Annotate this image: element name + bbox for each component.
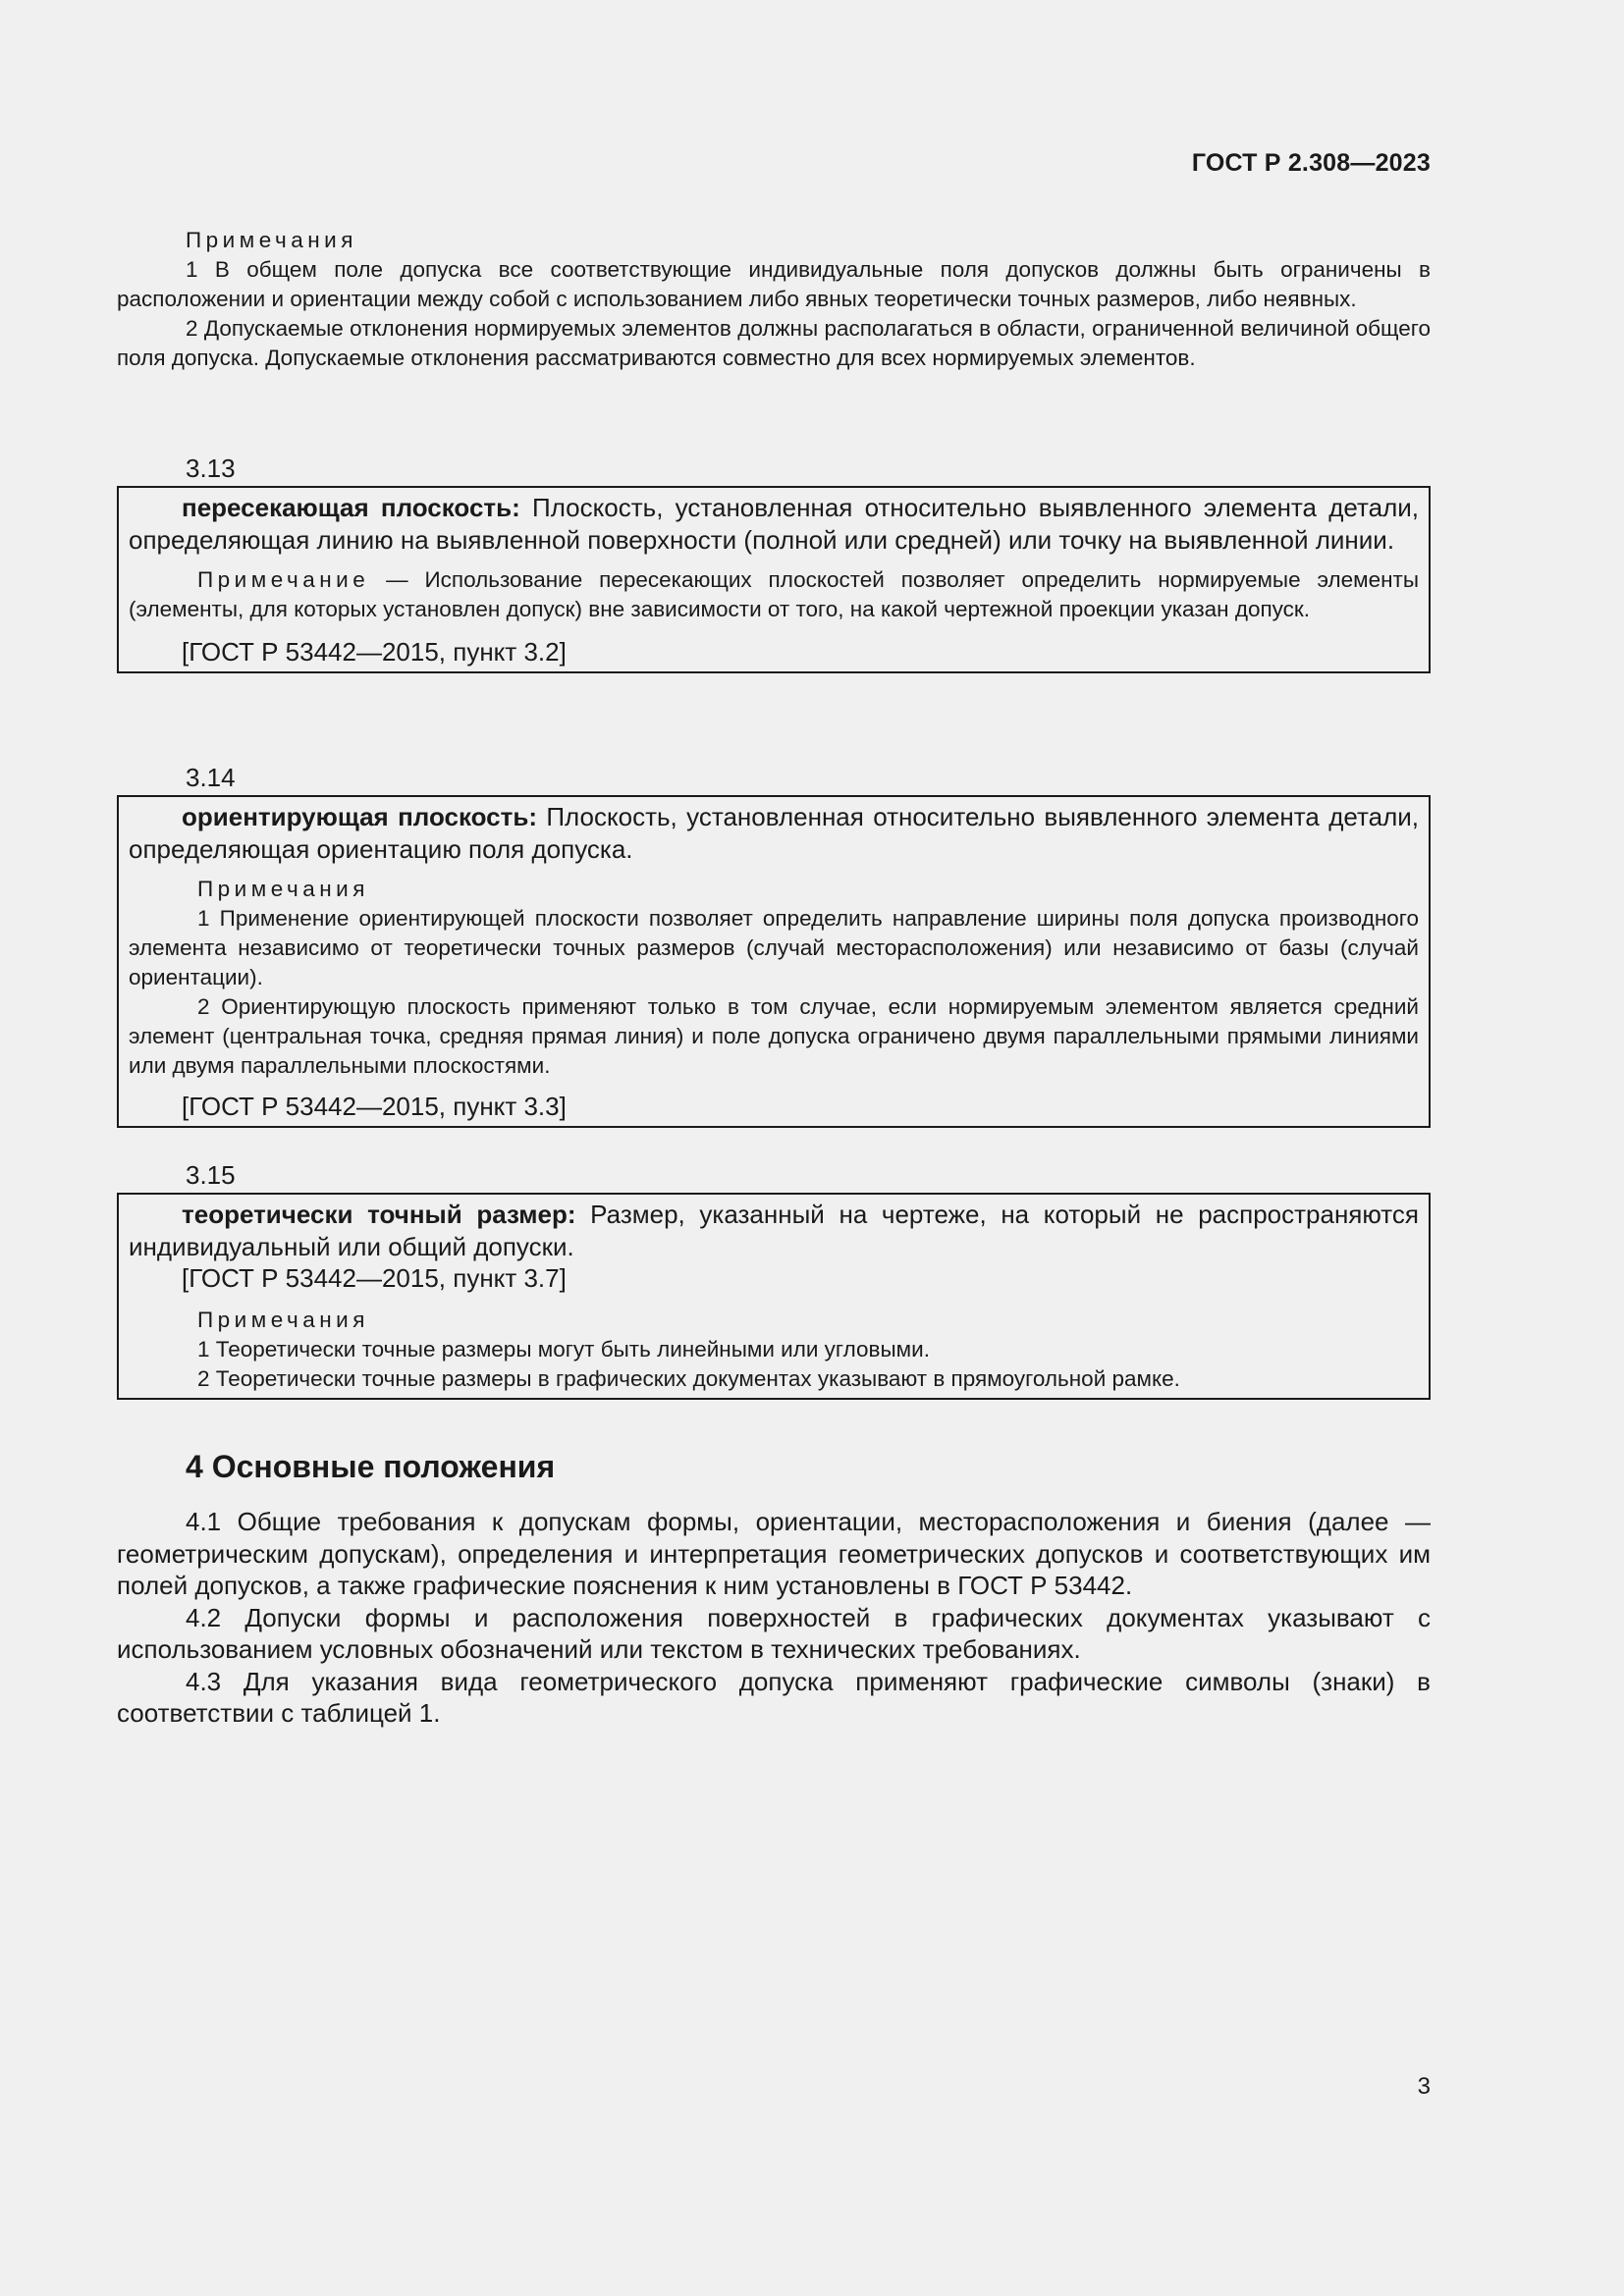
note-label: Примечание bbox=[197, 567, 370, 592]
term-name: теоретически точный размер: bbox=[182, 1200, 576, 1229]
term-name: ориентирующая плоскость: bbox=[182, 802, 537, 831]
term-definition bbox=[129, 492, 1419, 556]
section-title: 4 Основные положения bbox=[186, 1449, 556, 1484]
term-note bbox=[129, 565, 1419, 624]
definition-text: Плоскость, установленная относительно выявленного элемента детали, определяющая линию на выявленной поверхности (полной или средней) или точку на выявленной линии. bbox=[129, 493, 1419, 555]
note-item: 2 Допускаемые отклонения нормируемых элементов должны располагаться в области, ограниченной величиной общего поля допуска. Допускаемые отклонения рассматриваются совместно для всех нормируемых элементов. bbox=[117, 316, 1431, 370]
definition-text: Размер, указанный на чертеже, на который не распространяются индивидуальный или общий допуски. bbox=[129, 1200, 1420, 1261]
notes-title: Примечания bbox=[197, 1308, 369, 1332]
term-3-14 bbox=[117, 762, 1431, 1128]
term-name: пересекающая плоскость: bbox=[182, 493, 520, 522]
term-box bbox=[117, 1193, 1431, 1400]
term-definition bbox=[129, 801, 1419, 865]
document-id-header: ГОСТ Р 2.308—2023 bbox=[1191, 149, 1431, 177]
term-reference: [ГОСТ Р 53442—2015, пункт 3.7] bbox=[182, 1263, 567, 1293]
note-item: 1 В общем поле допуска все соответствующие индивидуальные поля допусков должны быть ограничены в расположении и ориентации между собой с использованием либо явных теоретически точных размеров, либо неявных. bbox=[117, 257, 1431, 311]
note-item: 2 Ориентирующую плоскость применяют только в том случае, если нормируемым элементом является средний элемент (центральная точка, средняя прямая линия) и поле допуска ограничено двумя параллельными прямыми линиями или двумя параллельными плоскостями. bbox=[129, 994, 1419, 1078]
note-item: 1 Теоретически точные размеры могут быть линейными или угловыми. bbox=[197, 1337, 930, 1362]
term-3-13 bbox=[117, 453, 1431, 673]
note-item: 1 Применение ориентирующей плоскости позволяет определить направление ширины поля допуска производного элемента независимо от теоретически точных размеров (случай месторасположения) или независимо от базы (случай ориентации). bbox=[129, 906, 1419, 989]
notes-title: Примечания bbox=[186, 228, 357, 252]
top-notes bbox=[117, 226, 1431, 373]
page-number: 3 bbox=[1417, 2073, 1431, 2100]
notes-title: Примечания bbox=[197, 877, 369, 901]
term-3-15 bbox=[117, 1159, 1431, 1400]
note-item: 2 Теоретически точные размеры в графических документах указывают в прямоугольной рамке. bbox=[197, 1366, 1180, 1391]
term-number: 3.14 bbox=[186, 763, 236, 792]
section-4 bbox=[117, 1447, 1431, 1730]
note-text: — Использование пересекающих плоскостей позволяет определить нормируемые элементы (элементы, для которых установлен допуск) вне зависимости от того, на какой чертежной проекции указан допуск. bbox=[129, 567, 1419, 621]
term-box bbox=[117, 795, 1431, 1128]
term-definition bbox=[129, 1199, 1419, 1262]
section-paragraph: 4.3 Для указания вида геометрического допуска применяют графические символы (знаки) в соответствии с таблицей 1. bbox=[117, 1666, 1431, 1728]
term-number: 3.13 bbox=[186, 454, 236, 483]
definition-text: Плоскость, установленная относительно выявленного элемента детали, определяющая ориентацию поля допуска. bbox=[129, 802, 1419, 864]
term-number: 3.15 bbox=[186, 1160, 236, 1190]
section-paragraph: 4.2 Допуски формы и расположения поверхностей в графических документах указывают с использованием условных обозначений или текстом в технических требованиях. bbox=[117, 1602, 1431, 1664]
term-reference: [ГОСТ Р 53442—2015, пункт 3.2] bbox=[182, 637, 567, 667]
term-reference: [ГОСТ Р 53442—2015, пункт 3.3] bbox=[182, 1092, 567, 1121]
term-box bbox=[117, 486, 1431, 673]
section-paragraph: 4.1 Общие требования к допускам формы, ориентации, месторасположения и биения (далее — геометрическим допускам), определения и интерпретация геометрических допусков и соответствующих им полей допусков, а также графические пояснения к ним установлены в ГОСТ Р 53442. bbox=[117, 1507, 1431, 1600]
